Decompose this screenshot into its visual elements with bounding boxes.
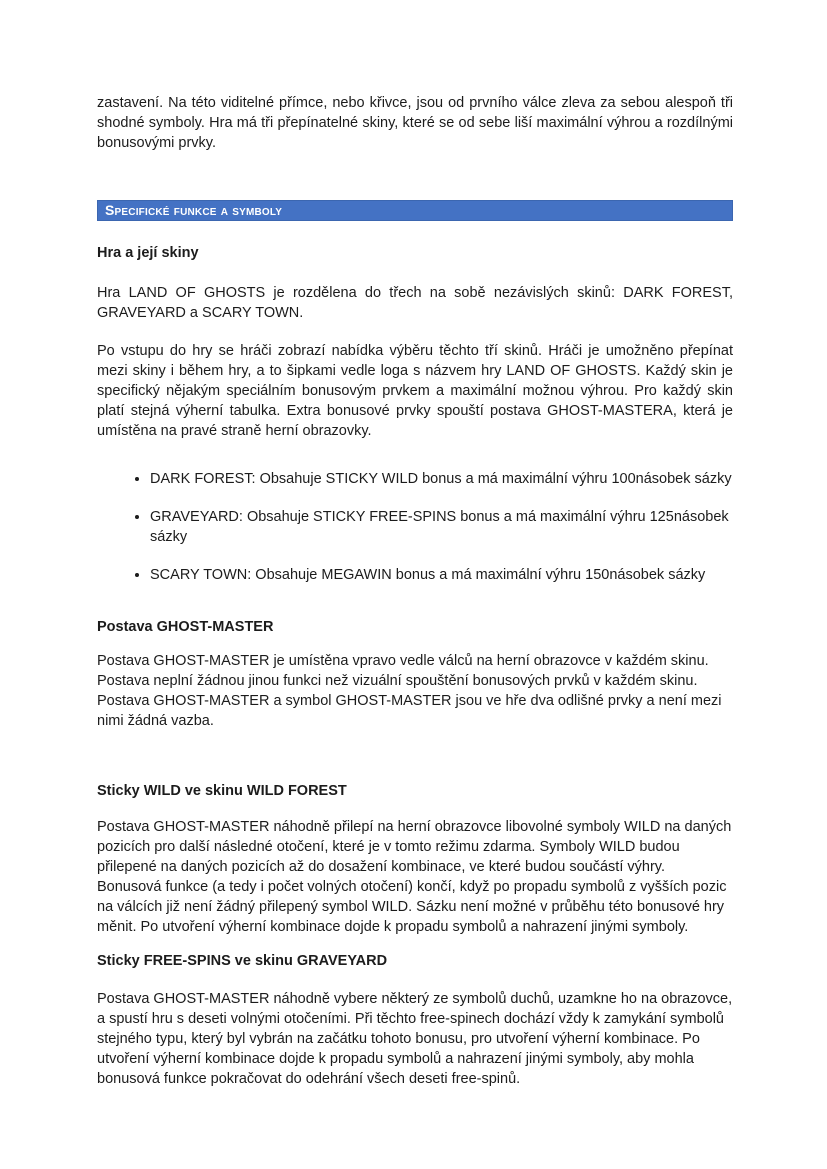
heading-postava-ghost-master: Postava GHOST-MASTER [97, 619, 274, 635]
paragraph-sticky-wild: Postava GHOST-MASTER náhodně přilepí na herní obrazovce libovolné symboly WILD na daných pozicích pro další následné otočení, které je v tomto režimu zdarma. Symboly WILD budou přilepené na daných pozicích až do dosažení kombinace, ve které budou součástí výhry. Bonusová funkce (a tedy i počet volných otočení) končí, když po propadu symbolů z vyšších pozic na válcích již není žádný přilepený symbol WILD. Sázku není možné v průběhu této bonusové hry měnit. Po utvoření výherní kombinace dojde k propadu symbolů a nahrazení jinými symboly. [97, 819, 732, 935]
section-header-title: Specifické funkce a symboly [105, 202, 283, 218]
intro-paragraph: zastavení. Na této viditelné přímce, nebo křivce, jsou od prvního válce zleva za sebou alespoň tři shodné symboly. Hra má tři přepínatelné skiny, které se od sebe liší maximální výhrou a rozdílnými bonusovými prvky. [97, 95, 733, 151]
paragraph-ghost-master: Postava GHOST-MASTER je umístěna vpravo vedle válců na herní obrazovce v každém skinu. Postava neplní žádnou jinou funkci než vizuální spouštění bonusových prvků v každém skinu. Postava GHOST-MASTER a symbol GHOST-MASTER jsou ve hře dva odlišné prvky a není mezi nimi žádná vazba. [97, 653, 722, 729]
heading-sticky-wild: Sticky WILD ve skinu WILD FOREST [97, 783, 347, 799]
list-item-graveyard: • GRAVEYARD: Obsahuje STICKY FREE-SPINS bonus a má maximální výhru 125násobek sázky [150, 507, 733, 547]
list-item-dark-forest: • DARK FOREST: Obsahuje STICKY WILD bonus a má maximální výhru 100násobek sázky [150, 469, 733, 489]
section-header-bar [97, 200, 733, 221]
paragraph-skins-detail: Po vstupu do hry se hráči zobrazí nabídka výběru těchto tří skinů. Hráči je umožněno přepínat mezi skiny i během hry, a to šipkami vedle loga s názvem hry LAND OF GHOSTS. Každý skin je specifický nějakým speciálním bonusovým prvkem a maximální možnou výhrou. Pro každý skin platí stejná výherní tabulka. Extra bonusové prvky spouští postava GHOST-MASTERA, která je umístěna na pravé straně herní obrazovky. [97, 343, 733, 439]
skin-bullet-list [97, 469, 733, 585]
paragraph-skins-overview: Hra LAND OF GHOSTS je rozdělena do třech na sobě nezávislých skinů: DARK FOREST, GRAVEYARD a SCARY TOWN. [97, 285, 733, 321]
document-content [97, 93, 733, 1089]
paragraph-sticky-free-spins: Postava GHOST-MASTER náhodně vybere některý ze symbolů duchů, uzamkne ho na obrazovce, a spustí hru s deseti volnými otočeními. Při těchto free-spinech dochází vždy k zamykání symbolů stejného typu, který byl vybrán na začátku tohoto bonusu, pro utvoření výherní kombinace. Po utvoření výherní kombinace dojde k propadu symbolů a nahrazení jinými symboly, aby mohla bonusová funkce pokračovat do odehrání všech deseti free-spinů. [97, 991, 733, 1087]
list-item-scary-town: • SCARY TOWN: Obsahuje MEGAWIN bonus a má maximální výhru 150násobek sázky [150, 565, 733, 585]
heading-sticky-free-spins: Sticky FREE-SPINS ve skinu GRAVEYARD [97, 953, 388, 969]
heading-hra-a-jeji-skiny: Hra a její skiny [97, 245, 199, 261]
